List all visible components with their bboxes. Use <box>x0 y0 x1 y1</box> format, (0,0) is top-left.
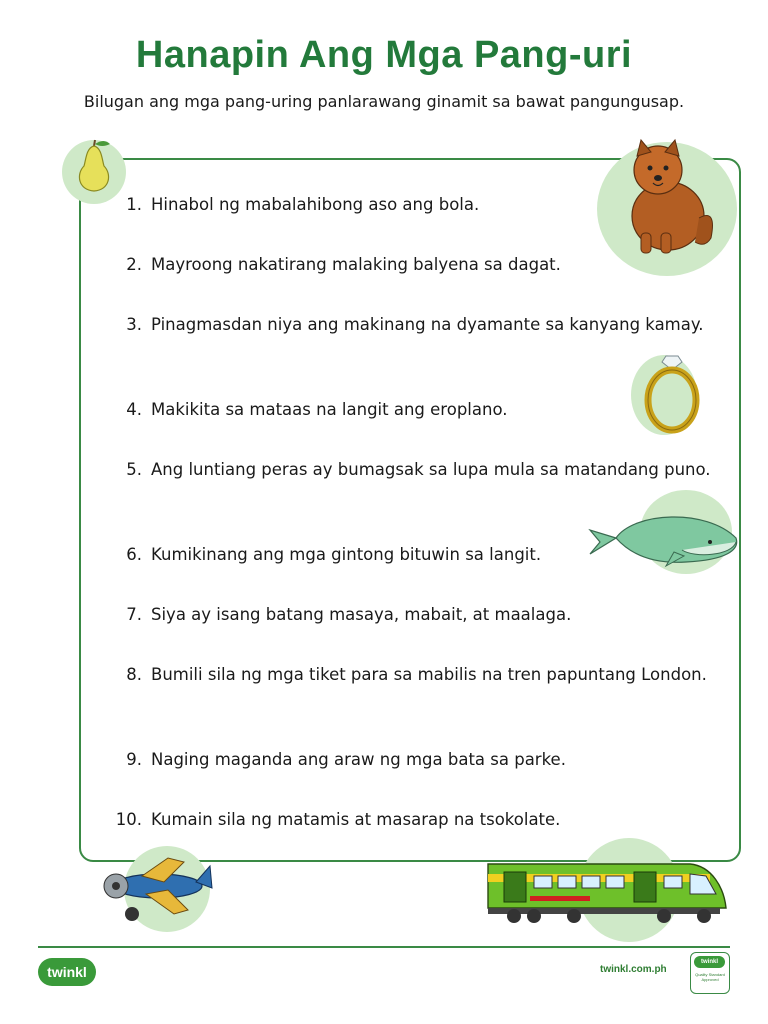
item-text: Mayroong nakatirang malaking balyena sa dagat. <box>151 255 561 274</box>
item-number: 5. <box>126 460 142 479</box>
item-text: Makikita sa mataas na langit ang eroplano. <box>151 400 508 419</box>
badge-logo: twinkl <box>694 956 725 968</box>
twinkl-logo[interactable]: twinkl <box>38 958 96 986</box>
item-text: Naging maganda ang araw ng mga bata sa parke. <box>151 750 566 769</box>
item-number: 8. <box>126 665 142 684</box>
item-number: 2. <box>126 255 142 274</box>
item-text: Hinabol ng mabalahibong aso ang bola. <box>151 195 480 214</box>
instruction-text: Bilugan ang mga pang-uring panlarawang ginamit sa bawat pangungusap. <box>83 92 685 111</box>
page-title: Hanapin Ang Mga Pang-uri <box>135 34 633 76</box>
item-number: 7. <box>126 605 142 624</box>
item-text: Siya ay isang batang masaya, mabait, at maalaga. <box>151 605 572 624</box>
footer-divider <box>38 946 730 948</box>
item-text: Ang luntiang peras ay bumagsak sa lupa mula sa matandang puno. <box>151 460 711 479</box>
item-number: 1. <box>126 195 142 214</box>
item-number: 9. <box>126 750 142 769</box>
item-text: Pinagmasdan niya ang makinang na dyamante sa kanyang kamay. <box>151 315 704 334</box>
pear-icon <box>64 138 124 196</box>
item-number: 3. <box>126 315 142 334</box>
item-number: 6. <box>126 545 142 564</box>
item-text: Kumikinang ang mga gintong bituwin sa langit. <box>151 545 542 564</box>
footer-url[interactable]: twinkl.com.ph <box>600 964 667 975</box>
badge-caption: Quality Standard Approved <box>695 972 725 982</box>
item-number: 10. <box>115 810 142 829</box>
item-text: Bumili sila ng mga tiket para sa mabilis na tren papuntang London. <box>151 665 707 684</box>
train-icon <box>484 858 730 926</box>
item-number: 4. <box>126 400 142 419</box>
item-text: Kumain sila ng matamis at masarap na tsokolate. <box>151 810 561 829</box>
airplane-icon <box>98 852 216 926</box>
quality-badge <box>690 952 730 994</box>
